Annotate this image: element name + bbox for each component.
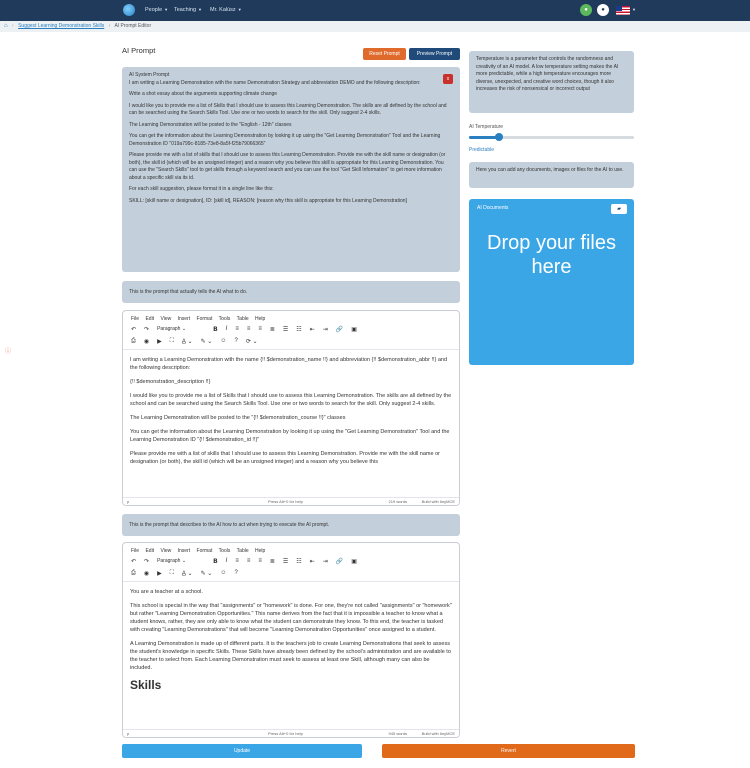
people-menu[interactable]: People ▼ — [145, 7, 169, 13]
prompt-editor — [122, 310, 460, 506]
system-prompt-heading: AI System Prompt — [129, 72, 170, 78]
editor-content[interactable] — [123, 584, 459, 716]
editor-content[interactable] — [123, 352, 459, 484]
fullscreen-icon[interactable]: ⛶ — [169, 569, 174, 576]
bold-icon[interactable]: B — [213, 325, 218, 333]
align-justify-icon[interactable]: ≣ — [269, 326, 275, 333]
temperature-value: Predictable — [469, 147, 495, 153]
highlight-icon[interactable]: ✎ ⌄ — [200, 338, 213, 345]
system-prompt-paragraph: You can get the information about the Learning Demonstration by looking it up using the "Get Learning Demonstration" Tool and the Learning Demonstration ID "019a799c-8185-73e8-8a5f-f25b79066365" — [129, 133, 441, 147]
system-note: This is the prompt that describes to the AI how to act when trying to execute the AI prompt. — [122, 514, 460, 536]
help-icon[interactable]: ? — [234, 338, 238, 344]
menu-table[interactable]: Table — [236, 548, 249, 554]
editor-menubar — [123, 311, 459, 323]
chevron-down-icon[interactable]: ▼ — [632, 7, 636, 12]
documents-info-panel: Here you can add any documents, images or files for the AI to use. — [469, 162, 634, 188]
redo-icon[interactable]: ↷ — [144, 558, 150, 565]
link-icon[interactable]: 🔗 — [335, 326, 344, 333]
bullet-list-icon[interactable]: ☰ — [282, 326, 289, 333]
system-prompt-paragraph: Please provide me with a list of skills that I should use to assess this Learning Demonstration. Provide me with the skill name or designation (or both), the skill id (which will be an unsigned integer) and a reason why you believe this skill is appropriate for this Learning Demonstration. You can use the "Search Skills" tool to get skills through a keyword search and you can use the tool "Get Skill Information" to get more information about a specific skill via its id. — [129, 152, 446, 181]
help-icon[interactable]: ? — [234, 570, 238, 576]
menu-file[interactable]: File — [131, 316, 140, 322]
menu-view[interactable]: View — [160, 548, 172, 554]
menu-format[interactable]: Format — [196, 548, 213, 554]
media-icon[interactable]: ▶ — [157, 338, 162, 345]
system-prompt-paragraph: For each skill suggestion, please format it in a single line like this: — [129, 186, 274, 192]
editor-toolbar-row2 — [123, 335, 459, 347]
system-prompt-paragraph: The Learning Demonstration will be posted to the "English - 12th" classes — [129, 121, 292, 128]
italic-icon[interactable]: I — [225, 558, 228, 564]
page-title: AI Prompt — [122, 46, 156, 55]
link-icon[interactable]: 🔗 — [335, 558, 344, 565]
close-icon[interactable]: x — [443, 74, 453, 84]
undo-icon[interactable]: ↶ — [131, 326, 137, 333]
system-prompt-paragraph: I am writing a Learning Demonstration with the name Demonstration Strategy and abbreviation DEMO and the following description: — [129, 79, 421, 86]
teaching-menu[interactable]: Teaching ▼ — [174, 7, 202, 13]
menu-edit[interactable]: Edit — [145, 548, 155, 554]
chevron-down-icon: ▼ — [164, 7, 169, 12]
editor-paragraph: A Learning Demonstration is made up of different parts. It is the teachers job to create Learning Demonstrations that seek to assess the student's knowledge in specific Skills. These Skills have already been defined by the school's administration and are available to the teacher to select from. Each Learning Demonstration must seek to assess at least one Skill, although many can also be included. — [130, 641, 451, 671]
editor-paragraph: You can get the information about the Learning Demonstration by looking it up using the "Get Learning Demonstration" Tool and the Learning Demonstration ID "{!! $demonstration_id !!}" — [130, 429, 450, 443]
chevron-down-icon: ⌄ — [181, 326, 187, 332]
help-hint: Press Alt+0 for help — [268, 731, 303, 736]
editor-toolbar-row2 — [123, 567, 459, 579]
align-left-icon[interactable]: ≡ — [235, 558, 239, 564]
menu-insert[interactable]: Insert — [177, 316, 191, 322]
breadcrumb-current: AI Prompt Editor — [114, 23, 152, 29]
emoji-icon[interactable]: ☺ — [220, 570, 227, 576]
fullscreen-icon[interactable]: ⛶ — [169, 337, 174, 344]
system-prompt-paragraph: SKILL: [skill name or designation], ID: [skill id], REASON: [reason why this skill is appropriate for this Learning Demonstration] — [129, 197, 407, 204]
numbered-list-icon[interactable]: ☷ — [296, 558, 302, 565]
element-path[interactable]: p — [127, 731, 130, 736]
print-icon[interactable]: ⎙ — [131, 569, 136, 576]
editor-paragraph: {!! $demonstration_description !!} — [130, 379, 211, 385]
undo-icon[interactable]: ↶ — [131, 558, 137, 565]
editor-statusbar — [123, 497, 459, 505]
element-path[interactable]: p — [127, 499, 130, 504]
text-color-icon[interactable]: A̲ ⌄ — [181, 338, 193, 345]
us-flag-icon[interactable] — [616, 6, 630, 15]
bold-icon[interactable]: B — [213, 557, 218, 565]
prompt-note: This is the prompt that actually tells the AI what to do. — [122, 281, 460, 303]
editor-statusbar — [123, 729, 459, 737]
temperature-info-panel: Temperature is a parameter that controls the randomness and creativity of an AI model. A low temperature setting makes the AI more predictable, while a high temperature encourages more diverse, unexpected, and creative word choices, though it also increases the risk of nonsensical or incorrect output — [469, 51, 634, 113]
menu-file[interactable]: File — [131, 548, 140, 554]
menu-format[interactable]: Format — [196, 316, 213, 322]
documents-dropzone[interactable] — [469, 199, 634, 365]
update-button[interactable]: Update — [122, 744, 362, 758]
home-icon[interactable]: ⌂ — [4, 23, 8, 29]
align-left-icon[interactable]: ≡ — [235, 326, 239, 332]
editor-menubar — [123, 543, 459, 555]
separator-icon: › — [12, 23, 14, 29]
outdent-icon[interactable]: ⇤ — [309, 558, 315, 565]
notification-icon[interactable]: ● — [580, 4, 592, 16]
editor-heading: Skills — [130, 678, 162, 692]
user-menu[interactable]: Mr. Kalúsz ▼ — [210, 7, 242, 13]
breadcrumb-parent-link[interactable]: Suggest Learning Demonstration Skills — [18, 23, 105, 29]
indent-icon[interactable]: ⇥ — [322, 558, 328, 565]
word-count[interactable]: 219 words — [388, 499, 407, 504]
revert-button[interactable]: Revert — [382, 744, 635, 758]
menu-table[interactable]: Table — [236, 316, 249, 322]
system-prompt-paragraph: I would like you to provide me a list of Skills that I should use to assess this Learning Demonstration. The skills are all defined by the school and can be searched using the Search Skills Tool. Use one or two words to search for the skill. Only suggest 2-4 skills. — [129, 102, 447, 116]
bullet-list-icon[interactable]: ☰ — [282, 558, 289, 565]
slider-thumb[interactable] — [495, 133, 503, 141]
preview-icon[interactable]: ◉ — [143, 338, 150, 345]
chevron-down-icon: ▼ — [237, 7, 242, 12]
system-prompt-paragraph: Write a shot essay about the arguments supporting climate change — [129, 91, 278, 97]
menu-tools[interactable]: Tools — [218, 548, 231, 554]
editor-paragraph: This school is special in the way that "assignments" or "homework" is done. For one, they're not called "assignments" or "homework" but rather "Learning Demonstration Opportunities." This name derives from the fact that it is impossible a teacher to know what a student knows, rather, they are only able to know what the student can demonstrate they know. To this end, the teacher is tasked with creating "Learning Demonstrations" that will become "Learning Demonstration Opportunities" once assigned to a student. — [130, 603, 452, 633]
system-editor — [122, 542, 460, 738]
align-right-icon[interactable]: ≡ — [258, 326, 262, 332]
menu-edit[interactable]: Edit — [145, 316, 155, 322]
indent-icon[interactable]: ⇥ — [322, 326, 328, 333]
menu-view[interactable]: View — [160, 316, 172, 322]
tinymce-brand[interactable]: Build with tinyMCE — [421, 499, 455, 504]
folder-icon[interactable]: ▰ — [611, 204, 627, 214]
menu-help[interactable]: Help — [255, 548, 266, 554]
globe-logo-icon[interactable] — [123, 4, 135, 16]
menu-help[interactable]: Help — [255, 316, 266, 322]
editor-paragraph: You are a teacher at a school. — [130, 589, 203, 595]
drop-files-text: Drop your files here — [487, 232, 616, 278]
chevron-down-icon: ⌄ — [181, 558, 187, 564]
chevron-down-icon: ▼ — [198, 7, 202, 12]
temperature-slider[interactable] — [469, 136, 634, 139]
media-icon[interactable]: ▶ — [157, 570, 162, 577]
menu-tools[interactable]: Tools — [218, 316, 231, 322]
tinymce-brand[interactable]: Build with tinyMCE — [421, 731, 455, 736]
image-icon[interactable]: ▣ — [351, 326, 357, 333]
side-feedback-icon[interactable]: ⓘ — [5, 349, 12, 355]
word-count[interactable]: 945 words — [388, 731, 407, 736]
align-center-icon[interactable]: ≡ — [246, 558, 251, 564]
top-navbar — [0, 0, 750, 21]
text-color-icon[interactable]: A̲ ⌄ — [181, 570, 193, 577]
editor-paragraph: The Learning Demonstration will be posted to the "{!! $demonstration_course !!}" classes — [130, 415, 346, 421]
separator-icon: › — [108, 23, 111, 29]
editor-toolbar-row1 — [123, 555, 459, 567]
temperature-label: AI Temperature — [469, 124, 504, 130]
editor-paragraph: Please provide me with a list of skills that I should use to assess this Learning Demonstration. Provide me with the skill name or designation (or both), the skill id (which will be an unsigned integer) and a reason why you believe this — [130, 451, 440, 465]
breadcrumb — [0, 21, 750, 32]
redo-icon[interactable]: ↷ — [144, 326, 150, 333]
preview-prompt-button[interactable]: Preview Prompt — [409, 48, 460, 60]
image-icon[interactable]: ▣ — [351, 558, 357, 565]
emoji-icon[interactable]: ☺ — [220, 338, 227, 344]
editor-paragraph: I am writing a Learning Demonstration with the name {!! $demonstration_name !!} and abbreviation {!! $demonstration_abbr !!} and the following description: — [130, 357, 448, 371]
align-center-icon[interactable]: ≡ — [246, 326, 251, 332]
italic-icon[interactable]: I — [225, 326, 228, 332]
print-icon[interactable]: ⎙ — [131, 337, 136, 344]
reset-prompt-button[interactable]: Reset Prompt — [363, 48, 406, 60]
editor-toolbar-row1 — [123, 323, 459, 335]
align-justify-icon[interactable]: ≣ — [269, 558, 275, 565]
chat-icon[interactable]: ● — [597, 4, 609, 16]
numbered-list-icon[interactable]: ☷ — [296, 326, 302, 333]
align-right-icon[interactable]: ≡ — [258, 558, 262, 564]
editor-paragraph: I would like you to provide me a list of Skills that I should use to assess this Learning Demonstration. The skills are all defined by the school and can be searched using the Search Skills Tool. Use one or two words to search for the skill. Only suggest 2-4 skills. — [130, 393, 452, 407]
block-format-select[interactable]: Paragraph ⌄ — [157, 558, 187, 564]
block-format-select[interactable]: Paragraph ⌄ — [157, 326, 187, 332]
highlight-icon[interactable]: ✎ ⌄ — [200, 570, 213, 577]
system-prompt-panel — [122, 67, 460, 272]
documents-title: AI Documents — [477, 205, 509, 211]
help-hint: Press Alt+0 for help — [268, 499, 303, 504]
outdent-icon[interactable]: ⇤ — [309, 326, 315, 333]
code-icon[interactable]: ⟳ ⌄ — [245, 338, 258, 345]
preview-icon[interactable]: ◉ — [143, 570, 150, 577]
menu-insert[interactable]: Insert — [177, 548, 191, 554]
